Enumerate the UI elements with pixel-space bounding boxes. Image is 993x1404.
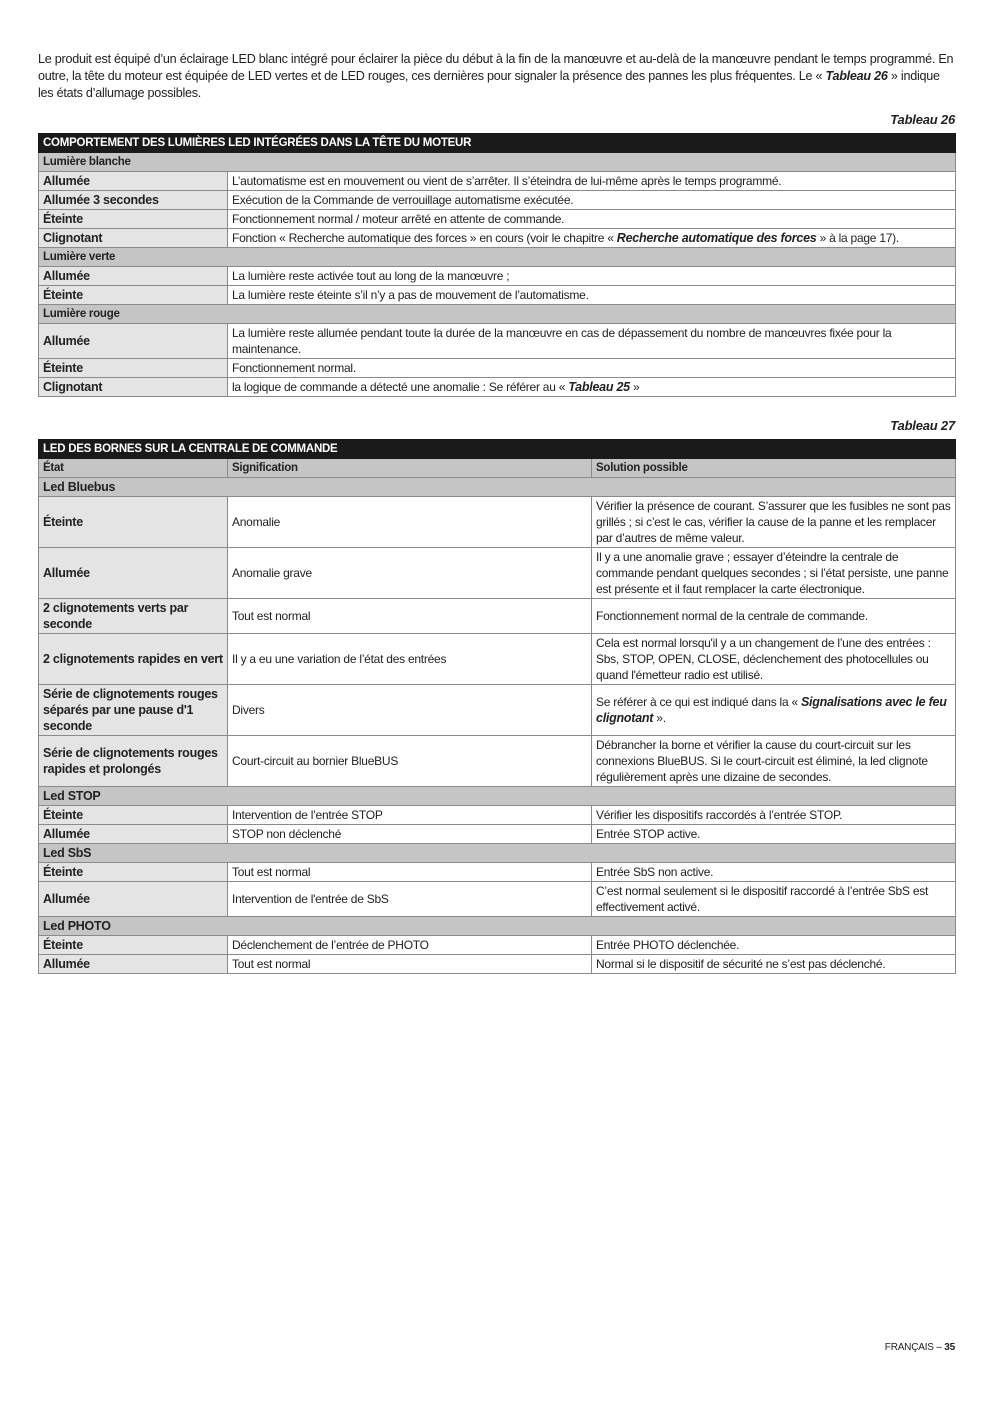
- group-name: Led STOP: [39, 787, 956, 806]
- table-26: [38, 133, 956, 397]
- row-solution: Fonctionnement normal de la centrale de commande.: [592, 599, 956, 634]
- row-state: Série de clignotements rouges séparés par une pause d'1 seconde: [39, 685, 228, 736]
- table-27: [38, 439, 956, 974]
- intro-text-1: Le produit est équipé d’un éclairage LED blanc intégré pour éclairer la pièce du début à la fin de la manœuvre et au-delà de la manœuvre pendant le temps programmé. En outre, la tête du moteur est équipée de LED vertes et de LED rouges, ces dernières pour signaler la présence des pannes les plus fréquentes. Le «: [38, 52, 954, 83]
- table-row: [39, 229, 956, 248]
- row-solution: Entrée PHOTO déclenchée.: [592, 936, 956, 955]
- table-row: [39, 806, 956, 825]
- row-value: Exécution de la Commande de verrouillage automatisme exécutée.: [228, 191, 956, 210]
- table-row: [39, 378, 956, 397]
- row-solution: Entrée STOP active.: [592, 825, 956, 844]
- table-row: [39, 936, 956, 955]
- row-meaning: Tout est normal: [228, 599, 592, 634]
- row-label: Éteinte: [39, 286, 228, 305]
- column-header-state: État: [39, 459, 228, 478]
- row-state: Éteinte: [39, 863, 228, 882]
- row-state: Éteinte: [39, 936, 228, 955]
- intro-text-2: » indique les états d’allumage possibles.: [38, 69, 940, 100]
- group-name: Led Bluebus: [39, 478, 956, 497]
- row-value: La lumière reste allumée pendant toute la durée de la manœuvre en cas de dépassement du nombre de manœuvres fixée pour la maintenance.: [228, 324, 956, 359]
- row-value-pre: Fonction « Recherche automatique des forces » en cours (voir le chapitre «: [232, 231, 617, 245]
- row-solution: Il y a une anomalie grave ; essayer d’éteindre la centrale de commande pendant quelques secondes ; si l’état persiste, une panne est présente et il faut remplacer la carte électronique.: [592, 548, 956, 599]
- row-solution: Cela est normal lorsqu'il y a un changement de l’une des entrées : Sbs, STOP, OPEN, CLOSE, déclenchement des photocellules ou quand l'émetteur radio est utilisé.: [592, 634, 956, 685]
- group-row: [39, 787, 956, 806]
- row-state: 2 clignotements verts par seconde: [39, 599, 228, 634]
- row-value: Fonctionnement normal.: [228, 359, 956, 378]
- section-reference: Signalisations avec le feu clignotant: [596, 695, 947, 725]
- row-state: Éteinte: [39, 806, 228, 825]
- row-solution: Entrée SbS non active.: [592, 863, 956, 882]
- page-number: 35: [944, 1342, 955, 1353]
- group-row: [39, 844, 956, 863]
- group-name: Lumière blanche: [39, 153, 956, 172]
- table-row: [39, 685, 956, 736]
- group-name: Led SbS: [39, 844, 956, 863]
- row-meaning: Anomalie: [228, 497, 592, 548]
- page-footer: [885, 1342, 955, 1353]
- table-row: [39, 955, 956, 974]
- table-row: [39, 324, 956, 359]
- intro-paragraph: [38, 51, 956, 102]
- intro-table-ref: Tableau 26: [825, 69, 888, 83]
- group-row: [39, 248, 956, 267]
- row-state: Série de clignotements rouges rapides et prolongés: [39, 736, 228, 787]
- row-state: Allumée: [39, 825, 228, 844]
- row-meaning: Intervention de l’entrée STOP: [228, 806, 592, 825]
- table-26-title-row: [39, 134, 956, 153]
- row-meaning: Court-circuit au bornier BlueBUS: [228, 736, 592, 787]
- table-row: [39, 172, 956, 191]
- row-label: Allumée: [39, 324, 228, 359]
- table-27-caption: Tableau 27: [890, 418, 955, 433]
- row-state: 2 clignotements rapides en vert: [39, 634, 228, 685]
- table-row: [39, 863, 956, 882]
- row-solution: Débrancher la borne et vérifier la cause du court-circuit sur les connexions BlueBUS. Si le court-circuit est éliminé, la led clignote régulièrement après une dizaine de secondes.: [592, 736, 956, 787]
- row-state: Allumée: [39, 955, 228, 974]
- row-state: Allumée: [39, 882, 228, 917]
- row-label: Éteinte: [39, 210, 228, 229]
- table-reference: Tableau 25: [568, 380, 630, 394]
- group-row: [39, 153, 956, 172]
- footer-language: FRANÇAIS –: [884, 1342, 945, 1353]
- table-row: [39, 191, 956, 210]
- row-meaning: Divers: [228, 685, 592, 736]
- row-meaning: Il y a eu une variation de l’état des entrées: [228, 634, 592, 685]
- table-row: [39, 599, 956, 634]
- row-meaning: Tout est normal: [228, 863, 592, 882]
- group-name: Lumière verte: [39, 248, 956, 267]
- table-row: [39, 736, 956, 787]
- table-row: [39, 359, 956, 378]
- table-27-title-row: [39, 440, 956, 459]
- group-row: [39, 478, 956, 497]
- row-meaning: Tout est normal: [228, 955, 592, 974]
- row-value-post: » à la page 17).: [816, 231, 899, 245]
- row-solution-pre: Se référer à ce qui est indiqué dans la «: [596, 695, 801, 709]
- table-row: [39, 882, 956, 917]
- row-solution: C’est normal seulement si le dispositif raccordé à l’entrée SbS est effectivement activé.: [592, 882, 956, 917]
- row-value-pre: la logique de commande a détecté une anomalie : Se référer au «: [232, 380, 569, 394]
- row-value: [228, 229, 956, 248]
- group-name: Led PHOTO: [39, 917, 956, 936]
- column-header-row: [39, 459, 956, 478]
- row-label: Éteinte: [39, 359, 228, 378]
- row-value: [228, 378, 956, 397]
- table-26-title: COMPORTEMENT DES LUMIÈRES LED INTÉGRÉES DANS LA TÊTE DU MOTEUR: [39, 134, 956, 153]
- table-row: [39, 497, 956, 548]
- group-row: [39, 305, 956, 324]
- table-row: [39, 267, 956, 286]
- column-header-solution: Solution possible: [592, 459, 956, 478]
- group-row: [39, 917, 956, 936]
- table-26-caption: Tableau 26: [890, 112, 955, 127]
- chapter-reference: Recherche automatique des forces: [616, 231, 817, 245]
- row-label: Clignotant: [39, 229, 228, 248]
- row-solution: Vérifier les dispositifs raccordés à l’entrée STOP.: [592, 806, 956, 825]
- row-state: Allumée: [39, 548, 228, 599]
- row-solution: [592, 685, 956, 736]
- row-value-post: »: [629, 380, 640, 394]
- row-state: Éteinte: [39, 497, 228, 548]
- row-value: Fonctionnement normal / moteur arrêté en attente de commande.: [228, 210, 956, 229]
- group-name: Lumière rouge: [39, 305, 956, 324]
- row-value: La lumière reste éteinte s’il n’y a pas de mouvement de l’automatisme.: [228, 286, 956, 305]
- table-row: [39, 286, 956, 305]
- table-row: [39, 634, 956, 685]
- row-label: Allumée: [39, 172, 228, 191]
- row-label: Allumée 3 secondes: [39, 191, 228, 210]
- row-label: Clignotant: [39, 378, 228, 397]
- row-solution: Vérifier la présence de courant. S’assurer que les fusibles ne sont pas grillés ; si c’est le cas, vérifier la cause de la panne et les remplacer par d’autres de même valeur.: [592, 497, 956, 548]
- row-value: L’automatisme est en mouvement ou vient de s’arrêter. Il s’éteindra de lui-même après le temps programmé.: [228, 172, 956, 191]
- row-value: La lumière reste activée tout au long de la manœuvre ;: [228, 267, 956, 286]
- table-row: [39, 825, 956, 844]
- row-meaning: Anomalie grave: [228, 548, 592, 599]
- column-header-meaning: Signification: [228, 459, 592, 478]
- row-meaning: STOP non déclenché: [228, 825, 592, 844]
- table-row: [39, 210, 956, 229]
- row-meaning: Déclenchement de l’entrée de PHOTO: [228, 936, 592, 955]
- table-27-title: LED DES BORNES SUR LA CENTRALE DE COMMANDE: [39, 440, 956, 459]
- row-meaning: Intervention de l'entrée de SbS: [228, 882, 592, 917]
- row-label: Allumée: [39, 267, 228, 286]
- table-row: [39, 548, 956, 599]
- row-solution: Normal si le dispositif de sécurité ne s’est pas déclenché.: [592, 955, 956, 974]
- row-solution-post: ».: [653, 711, 666, 725]
